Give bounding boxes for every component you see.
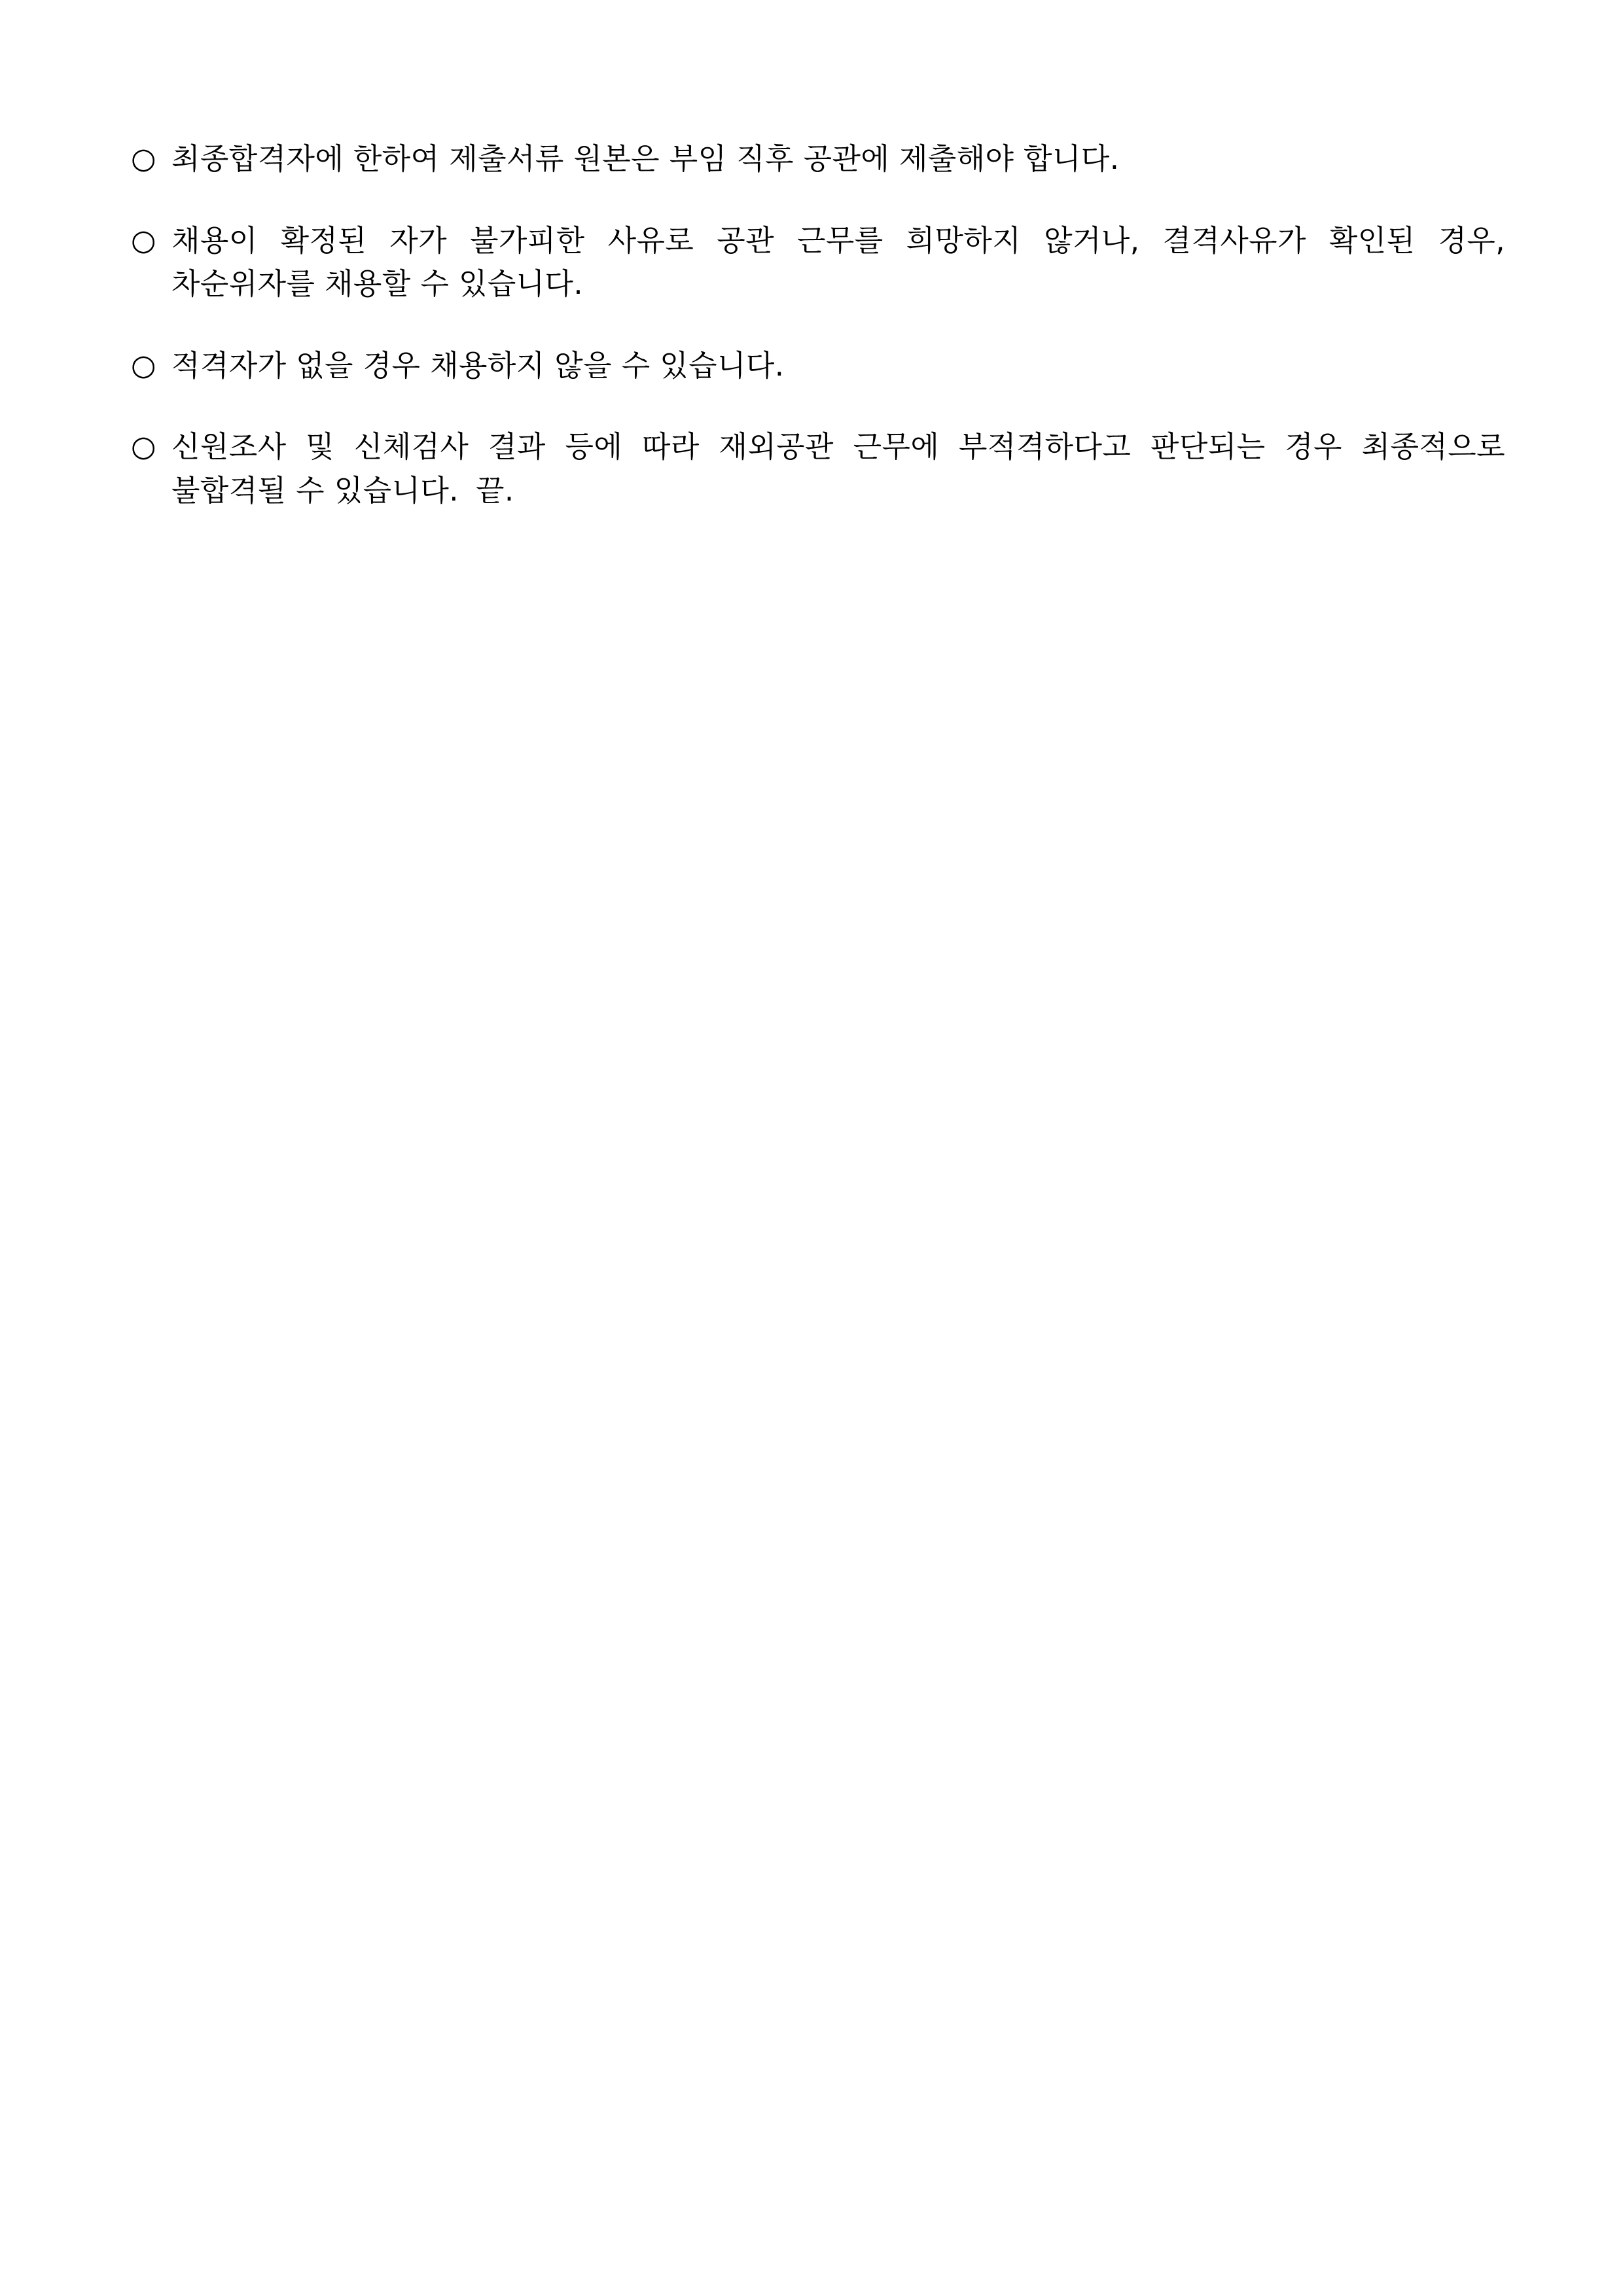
document-body (131, 137, 1505, 513)
paragraph-text-underlined: 신원조사 및 신체검사 결과 등에 따라 재외공관 근무에 부적격하다고 판단되는 경우 최종적으로 불합격될 수 있습니다. (171, 429, 1505, 508)
bullet-marker-icon: ○ (131, 142, 156, 175)
bullet-marker-icon: ○ (131, 348, 156, 382)
bullet-marker-icon: ○ (131, 430, 156, 464)
list-item (131, 219, 1505, 306)
paragraph-text: 채용이 확정된 자가 불가피한 사유로 공관 근무를 희망하지 않거나, 결격사유가 확인된 경우, 차순위자를 채용할 수 있습니다. (171, 222, 1505, 302)
list-item (131, 137, 1505, 181)
paragraph-wrapper (171, 425, 1505, 512)
bullet-marker-icon: ○ (131, 223, 156, 257)
end-of-document-mark: 끝. (475, 472, 514, 508)
list-item (131, 344, 1505, 388)
paragraph-text: 적격자가 없을 경우 채용하지 않을 수 있습니다. (171, 347, 785, 383)
list-item (131, 425, 1505, 512)
paragraph-text: 최종합격자에 한하여 제출서류 원본은 부임 직후 공관에 제출해야 합니다. (171, 141, 1120, 176)
